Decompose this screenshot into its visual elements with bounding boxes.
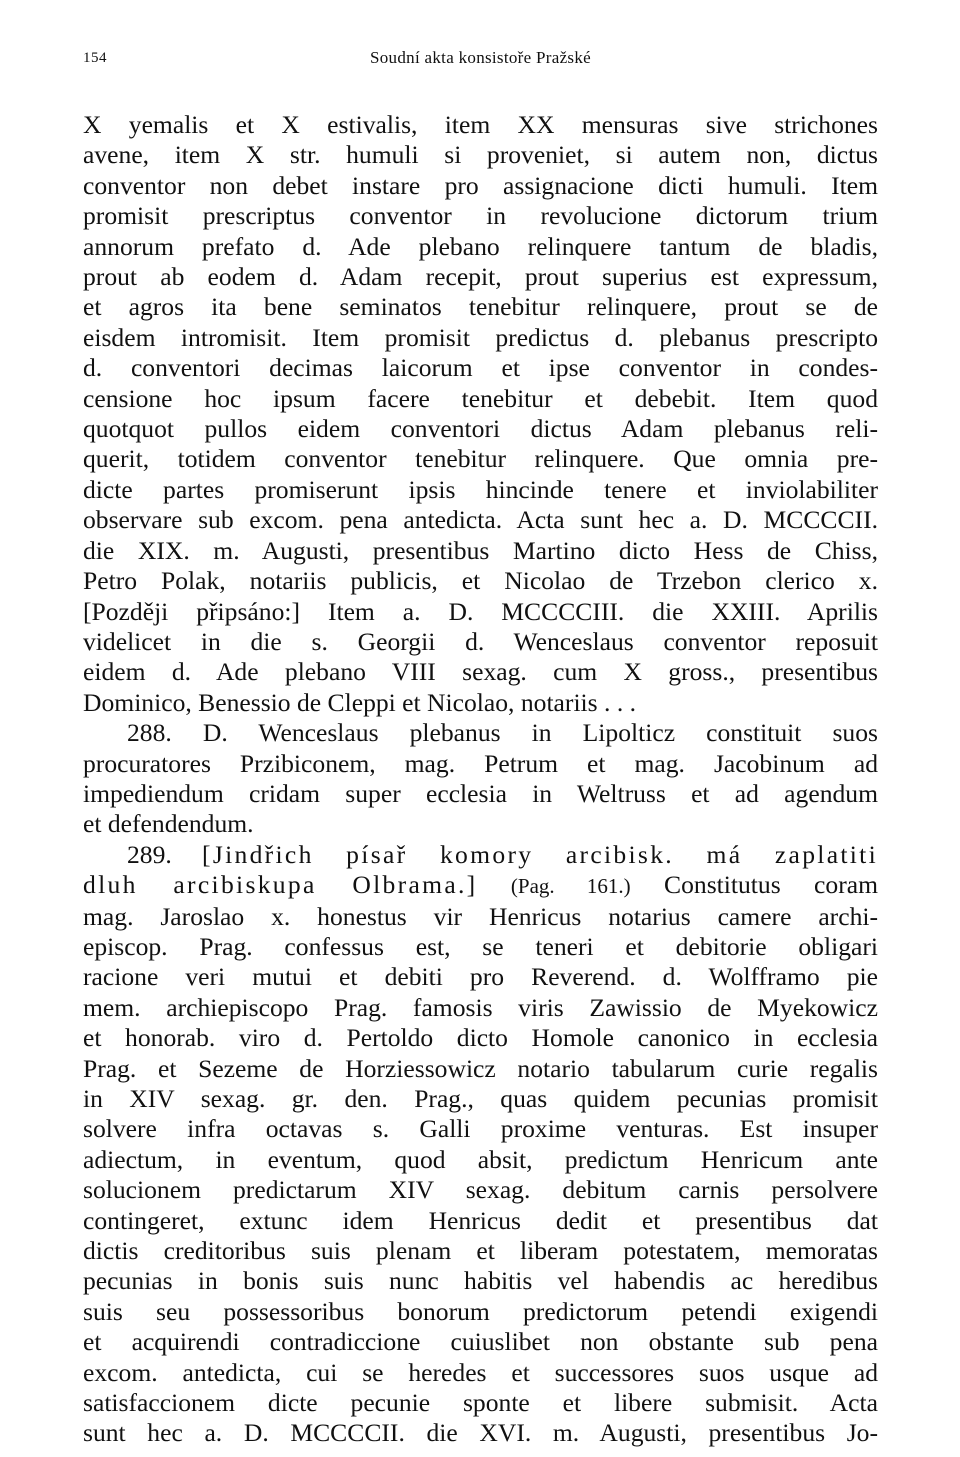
text-line: contingeret, extunc idem Henricus dedit et presentibus dat: [83, 1205, 878, 1235]
text-line: Petro Polak, notariis publicis, et Nicolao de Trzebon clerico x.: [83, 566, 878, 596]
text-line: observare sub excom. pena antedicta. Acta sunt hec a. D. MCCCCII.: [83, 505, 878, 535]
text-line: conventor non debet instare pro assignacione dicti humuli. Item: [83, 170, 878, 200]
text-line: excom. antedicta, cui se heredes et successores suos usque ad: [83, 1357, 878, 1387]
text-line: promisit prescriptus conventor in revolucione dictorum trium: [83, 201, 878, 231]
text-line: solucionem predictarum XIV sexag. debitum carnis persolvere: [83, 1175, 878, 1205]
entry-289-second-line: [83, 870, 878, 901]
entry-289-heading-line: [83, 840, 878, 870]
text-line: suis seu possessoribus bonorum predictorum petendi exigendi: [83, 1296, 878, 1326]
entry-summary-part-1: [Jindřich písař komory arcibisk. má zaplatiti: [202, 839, 879, 869]
text-line: X yemalis et X estivalis, item XX mensuras sive strichones: [83, 110, 878, 139]
body-text: [83, 110, 878, 1449]
text-line: d. conventori decimas laicorum et ipse conventor in condes-: [83, 353, 878, 383]
text-line: dictis creditoribus suis plenam et liberam potestatem, memoratas: [83, 1236, 878, 1266]
text-line: videlicet in die s. Georgii d. Wenceslaus conventor reposuit: [83, 626, 878, 656]
text-line: impediendum cridam super ecclesia in Weltruss et ad agendum: [83, 778, 878, 808]
text-line: sunt hec a. D. MCCCCII. die XVI. m. Augusti, presentibus Jo-: [83, 1418, 878, 1448]
entry-summary-part-2: dluh arcibiskupa Olbrama.]: [83, 870, 478, 900]
text-line: dicte partes promiserunt ipsis hincinde tenere et inviolabiliter: [83, 474, 878, 504]
text-fragment: Constitutus coram: [630, 870, 878, 900]
text-line: mem. archiepiscopo Prag. famosis viris Zawissio de Myekowicz: [83, 992, 878, 1022]
text-line: Dominico, Benessio de Cleppi et Nicolao, notariis . . .: [83, 687, 637, 717]
text-line: et honorab. viro d. Pertoldo dicto Homole canonico in ecclesia: [83, 1023, 878, 1053]
entry-number: 289.: [127, 839, 202, 869]
entry-288-start: 288. D. Wenceslaus plebanus in Lipolticz constituit suos: [127, 718, 878, 748]
text-line: episcop. Prag. confessus est, se teneri et debitorie obligari: [83, 931, 878, 961]
page-reference: (Pag. 161.): [510, 874, 631, 899]
running-title: Soudní akta konsistoře Pražské: [370, 48, 591, 67]
text-line: et acquirendi contradiccione cuiuslibet non obstante sub pena: [83, 1327, 878, 1357]
text-line: annorum prefato d. Ade plebano relinquere tantum de bladis,: [83, 231, 878, 261]
text-line: mag. Jaroslao x. honestus vir Henricus notarius camere archi-: [83, 901, 878, 931]
text-line: censione hoc ipsum facere tenebitur et debebit. Item quod: [83, 383, 878, 413]
text-line: eidem d. Ade plebano VIII sexag. cum X gross., presentibus: [83, 657, 878, 687]
text-line: [Později připsáno:] Item a. D. MCCCCIII. die XXIII. Aprilis: [83, 596, 878, 626]
page-number: 154: [83, 50, 107, 66]
text-line: solvere infra octavas s. Galli proxime venturas. Est insuper: [83, 1114, 878, 1144]
text-line: eisdem intromisit. Item promisit predictus d. plebanus prescripto: [83, 322, 878, 352]
text-line: procuratores Przibiconem, mag. Petrum et mag. Jacobinum ad: [83, 748, 878, 778]
text-line: satisfaccionem dicte pecunie sponte et libere submisit. Acta: [83, 1388, 878, 1418]
text-line: racione veri mutui et debiti pro Reverend. d. Wolfframo pie: [83, 962, 878, 992]
text-line: et agros ita bene seminatos tenebitur relinquere, prout se de: [83, 292, 878, 322]
text-line: avene, item X str. humuli si proveniet, si autem non, dictus: [83, 140, 878, 170]
text-line: in XIV sexag. gr. den. Prag., quas quidem pecunias promisit: [83, 1084, 878, 1113]
running-header: [83, 46, 878, 76]
document-page: [83, 46, 878, 1449]
text-line: die XIX. m. Augusti, presentibus Martino dicto Hess de Chiss,: [83, 535, 878, 565]
text-line: Prag. et Sezeme de Horziessowicz notario tabularum curie regalis: [83, 1053, 878, 1083]
text-line: pecunias in bonis suis nunc habitis vel habendis ac heredibus: [83, 1266, 878, 1296]
text-line: et defendendum.: [83, 809, 254, 839]
text-line: querit, totidem conventor tenebitur relinquere. Que omnia pre-: [83, 444, 878, 474]
text-line: quotquot pullos eidem conventori dictus Adam plebanus reli-: [83, 414, 878, 444]
text-line: prout ab eodem d. Adam recepit, prout superius est expressum,: [83, 262, 878, 292]
text-line: adiectum, in eventum, quod absit, predictum Henricum ante: [83, 1144, 878, 1174]
